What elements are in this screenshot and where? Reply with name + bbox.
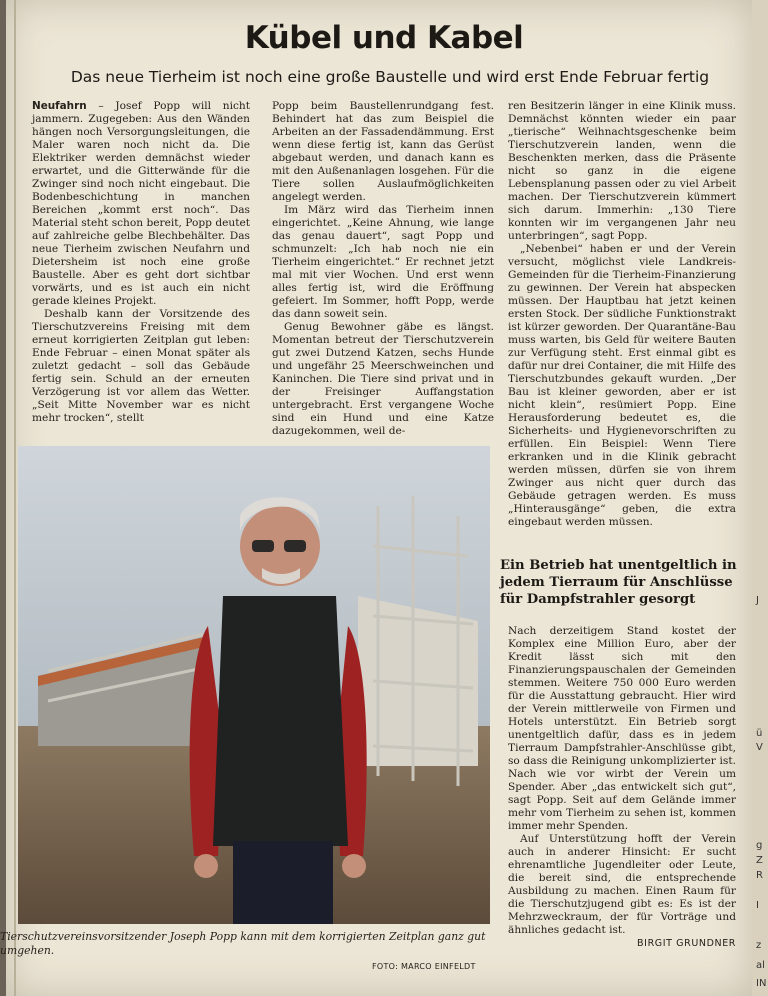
article-photo — [18, 446, 490, 924]
edge-fragment: V — [756, 742, 763, 753]
edge-fragment: Z — [756, 855, 763, 866]
edge-fragment: J — [756, 595, 759, 606]
lead-paragraph — [32, 100, 250, 308]
edge-fragment: R — [756, 870, 763, 881]
article-column-1 — [32, 100, 250, 425]
photo-caption: Tierschutzvereinsvorsitzender Joseph Popp kann mit dem korrigierten Zeitplan ganz gut umgehen. — [0, 930, 486, 957]
paragraph: „Nebenbei“ haben er und der Verein versucht, möglichst viele Landkreis-Gemeinden für die Tierheim-Finanzierung zu gewinnen. Der Verein hat abspecken müssen. Der Hauptbau hat jetzt keinen ersten Stock. Der südliche Funktionstrakt ist kürzer geworden. Der Quarantäne-Bau muss warten, bis Geld für weitere Bauten zur Verfügung steht. Erst einmal gibt es dafür nur drei Container, die mit Hilfe des Tierschutzbundes gekauft wurden. „Der Bau ist kleiner geworden, aber er ist nicht klein“, resümiert Popp. Eine Herausforderung bedeutet es, die Sicherheits- und Hygienevorschriften zu erfüllen. Ein Beispiel: Wenn Tiere erkranken und in die Klinik gebracht werden müssen, dürfen sie von ihrem Zwinger aus nicht quer durch das Gebäude getragen werden. Es muss „Hinterausgänge“ geben, die extra eingebaut werden müssen. — [508, 243, 736, 528]
article-subheadline: Das neue Tierheim ist noch eine große Baustelle und wird erst Ende Februar fertig — [70, 68, 710, 86]
photo-illustration — [18, 446, 490, 924]
paragraph: Popp beim Baustellenrundgang fest. Behindert hat das zum Beispiel die Arbeiten an der Fassadendämmung. Erst wenn diese fertig ist, kann das Gerüst abgebaut werden, und danach kann es mit den Außenanlagen losgehen. Für die Tiere sollen Auslaufmöglichkeiten angelegt werden. — [272, 100, 494, 203]
dateline: Neufahrn — [32, 100, 87, 112]
edge-fragment: I — [756, 900, 759, 911]
photo-credit: FOTO: MARCO EINFELDT — [372, 962, 476, 971]
paragraph-text: – Josef Popp will nicht jammern. Zugegeben: Aus den Wänden hängen noch Versorgungsleitungen, die Maler waren noch nicht da. Die Elektriker werden demnächst wieder erwartet, und die Gitterwände für die Zwinger sind noch nicht eingebaut. Die Bodenbeschichtung in manchen Bereichen „kommt erst noch“. Das Material steht schon bereit, Popp deutet auf zahlreiche gelbe Blechbehälter. Das neue Tierheim zwischen Neufahrn und Dietersheim ist noch eine große Baustelle. Aber es geht dort sichtbar vorwärts, und es ist auch ein nicht gerade kleines Projekt. — [32, 100, 250, 307]
article-column-3-continued — [508, 625, 736, 950]
article-column-3 — [508, 100, 736, 529]
intertitle: Ein Betrieb hat unentgeltlich in jedem Tierraum für Anschlüsse für Dampfstrahler gesorgt — [500, 558, 737, 607]
adjacent-page-edge — [752, 0, 768, 996]
edge-fragment: al — [756, 960, 765, 971]
edge-fragment: g — [756, 840, 763, 851]
edge-fragment: z — [756, 940, 762, 951]
paragraph — [508, 833, 736, 949]
article-headline: Kübel und Kabel — [244, 20, 524, 56]
paragraph: Genug Bewohner gäbe es längst. Momentan betreut der Tierschutzverein gut zwei Dutzend Katzen, sechs Hunde und ungefähr 25 Meerschweinchen und Kaninchen. Die Tiere sind privat und in der Freisinger Auffangstation untergebracht. Erst vergangene Woche sind ein Hund und eine Katze dazugekommen, weil de- — [272, 321, 494, 437]
paragraph-text: Auf Unterstützung hofft der Verein auch in anderer Hinsicht: Er sucht ehrenamtliche Jugendleiter oder Leute, die bereit sind, die entsprechende Ausbildung zu machen. Einen Raum für die Tierschutzjugend gibt es: Es ist der Mehrzweckraum, der für Vorträge und ähnliches gedacht ist. — [508, 833, 736, 936]
edge-fragment: ü — [756, 728, 763, 739]
edge-fragment: IN — [756, 978, 767, 989]
paragraph: Im März wird das Tierheim innen eingerichtet. „Keine Ahnung, wie lange das genau dauert“, sagt Popp und schmunzelt: „Ich hab noch nie ein Tierheim eingerichtet.“ Er rechnet jetzt mal mit vier Wochen. Und erst wenn alles fertig ist, wird die Eröffnung gefeiert. Im Sommer, hofft Popp, werde das dann soweit sein. — [272, 204, 494, 320]
article-column-2 — [272, 100, 494, 438]
paragraph: ren Besitzerin länger in eine Klinik muss. Demnächst könnten wieder ein paar „tierische“ Weihnachtsgeschenke beim Tierschutzverein landen, wenn die Beschenkten merken, dass die Präsente nicht so ganz in die eigene Lebensplanung passen oder zu viel Arbeit machen. Der Tierschutzverein kümmert sich darum. Immerhin: „130 Tiere konnten wir im vergangenen Jahr neu unterbringen“, sagt Popp. — [508, 100, 736, 242]
paragraph: Deshalb kann der Vorsitzende des Tierschutzvereins Freising mit dem erneut korrigierten Zeitplan gut leben: Ende Februar – einen Monat später als zuletzt gedacht – soll das Gebäude fertig sein. Schuld an der erneuten Verzögerung ist vor allem das Wetter. „Seit Mitte November war es nicht mehr trocken“, stellt — [32, 308, 250, 424]
paragraph: Nach derzeitigem Stand kostet der Komplex eine Million Euro, aber der Kredit lässt sich mit den Finanzierungspauschalen der Gemeinden stemmen. Weitere 750 000 Euro werden für die Ausstattung gebraucht. Hier wird der Verein mittlerweile von Firmen und Hotels unterstützt. Ein Betrieb sorgt unentgeltlich dafür, dass es in jedem Tierraum Dampfstrahler-Anschlüsse gibt, so dass die Reinigung unkomplizierter ist. Nach wie vor wirbt der Verein um Spender. Aber „das entwickelt sich gut“, sagt Popp. Seit auf dem Gelände immer mehr vom Tierheim zu sehen ist, kommen immer mehr Spenden. — [508, 625, 736, 832]
left-column-rule — [14, 0, 16, 996]
author-byline: BIRGIT GRUNDNER — [637, 938, 736, 949]
